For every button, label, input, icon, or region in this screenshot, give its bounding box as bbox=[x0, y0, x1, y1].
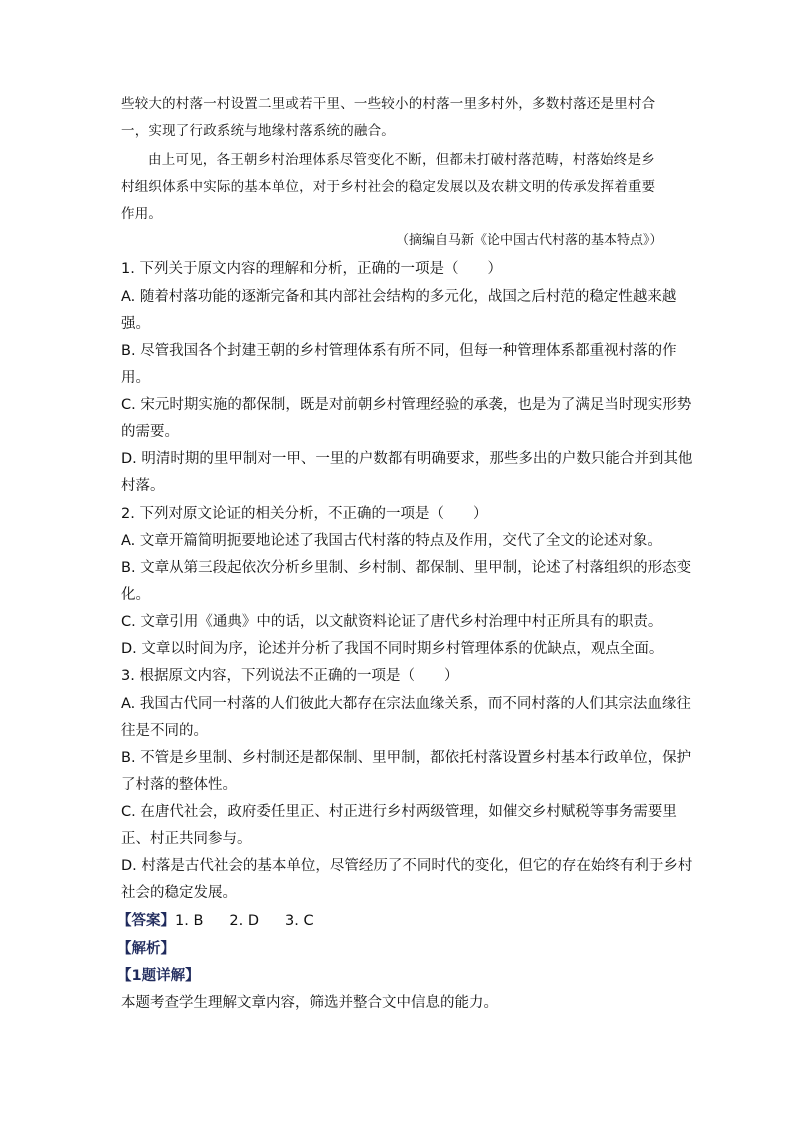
option-line: A. 文章开篇简明扼要地论述了我国古代村落的特点及作用，交代了全文的论述对象。 bbox=[121, 533, 662, 549]
option-line: 往是不同的。 bbox=[121, 723, 208, 739]
passage-line: 作用。 bbox=[121, 206, 163, 222]
question-stem: 1. 下列关于原文内容的理解和分析，正确的一项是（ ） bbox=[121, 261, 502, 277]
option-line: C. 在唐代社会，政府委任里正、村正进行乡村两级管理，如催交乡村赋税等事务需要里 bbox=[121, 804, 677, 820]
passage-line: 一，实现了行政系统与地缘村落系统的融合。 bbox=[121, 123, 395, 139]
answer-3: 3. C bbox=[285, 913, 314, 929]
option-line: C. 文章引用《通典》中的话，以文献资料论证了唐代乡村治理中村正所具有的职责。 bbox=[121, 614, 663, 630]
answer-2: 2. D bbox=[229, 913, 260, 929]
passage-line: 些较大的村落一村设置二里或若干里、一些较小的村落一里多村外，多数村落还是里村合 bbox=[121, 96, 656, 112]
option-line: C. 宋元时期实施的都保制，既是对前朝乡村管理经验的承袭，也是为了满足当时现实形势 bbox=[121, 397, 692, 413]
option-line: D. 文章以时间为序，论述并分析了我国不同时期乡村管理体系的优缺点，观点全面。 bbox=[121, 641, 664, 657]
option-line: D. 明清时期的里甲制对一甲、一里的户数都有明确要求，那些多出的户数只能合并到其他 bbox=[121, 451, 693, 467]
option-line: 了村落的整体性。 bbox=[121, 777, 237, 793]
answer-label: 【答案】 bbox=[117, 913, 175, 929]
option-line: B. 不管是乡里制、乡村制还是都保制、里甲制，都依托村落设置乡村基本行政单位，保护 bbox=[121, 750, 692, 766]
option-line: B. 文章从第三段起依次分析乡里制、乡村制、都保制、里甲制，论述了村落组织的形态变 bbox=[121, 560, 692, 576]
option-line: D. 村落是古代社会的基本单位，尽管经历了不同时代的变化，但它的存在始终有利于乡村 bbox=[121, 858, 693, 874]
option-line: 社会的稳定发展。 bbox=[121, 885, 237, 901]
analysis-label: 【解析】 bbox=[117, 941, 175, 957]
analysis-text: 本题考查学生理解文章内容，筛选并整合文中信息的能力。 bbox=[121, 995, 498, 1011]
option-line: B. 尽管我国各个封建王朝的乡村管理体系有所不同，但每一种管理体系都重视村落的作 bbox=[121, 343, 677, 359]
passage-line: 由上可见，各王朝乡村治理体系尽管变化不断，但都未打破村落范畴，村落始终是乡 bbox=[148, 152, 655, 168]
passage-line: 村组织体系中实际的基本单位，对于乡村社会的稳定发展以及农耕文明的传承发挥着重要 bbox=[121, 179, 656, 195]
question-stem: 3. 根据原文内容，下列说法不正确的一项是（ ） bbox=[121, 668, 459, 684]
option-line: 正、村正共同参与。 bbox=[121, 831, 252, 847]
option-line: 用。 bbox=[121, 370, 150, 386]
option-line: 的需要。 bbox=[121, 424, 179, 440]
option-line: 化。 bbox=[121, 587, 150, 603]
answer-row bbox=[117, 914, 314, 929]
option-line: 村落。 bbox=[121, 478, 165, 494]
option-line: A. 我国古代同一村落的人们彼此大都存在宗法血缘关系，而不同村落的人们其宗法血缘往 bbox=[121, 696, 691, 712]
option-line: 强。 bbox=[121, 316, 150, 332]
option-line: A. 随着村落功能的逐渐完备和其内部社会结构的多元化，战国之后村范的稳定性越来越 bbox=[121, 289, 677, 305]
question-stem: 2. 下列对原文论证的相关分析，不正确的一项是（ ） bbox=[121, 506, 488, 522]
analysis-sub-label: 【1题详解】 bbox=[117, 968, 200, 984]
passage-source: （摘编自马新《论中国古代村落的基本特点》） bbox=[396, 233, 663, 248]
answer-1: 1. B bbox=[175, 913, 204, 929]
